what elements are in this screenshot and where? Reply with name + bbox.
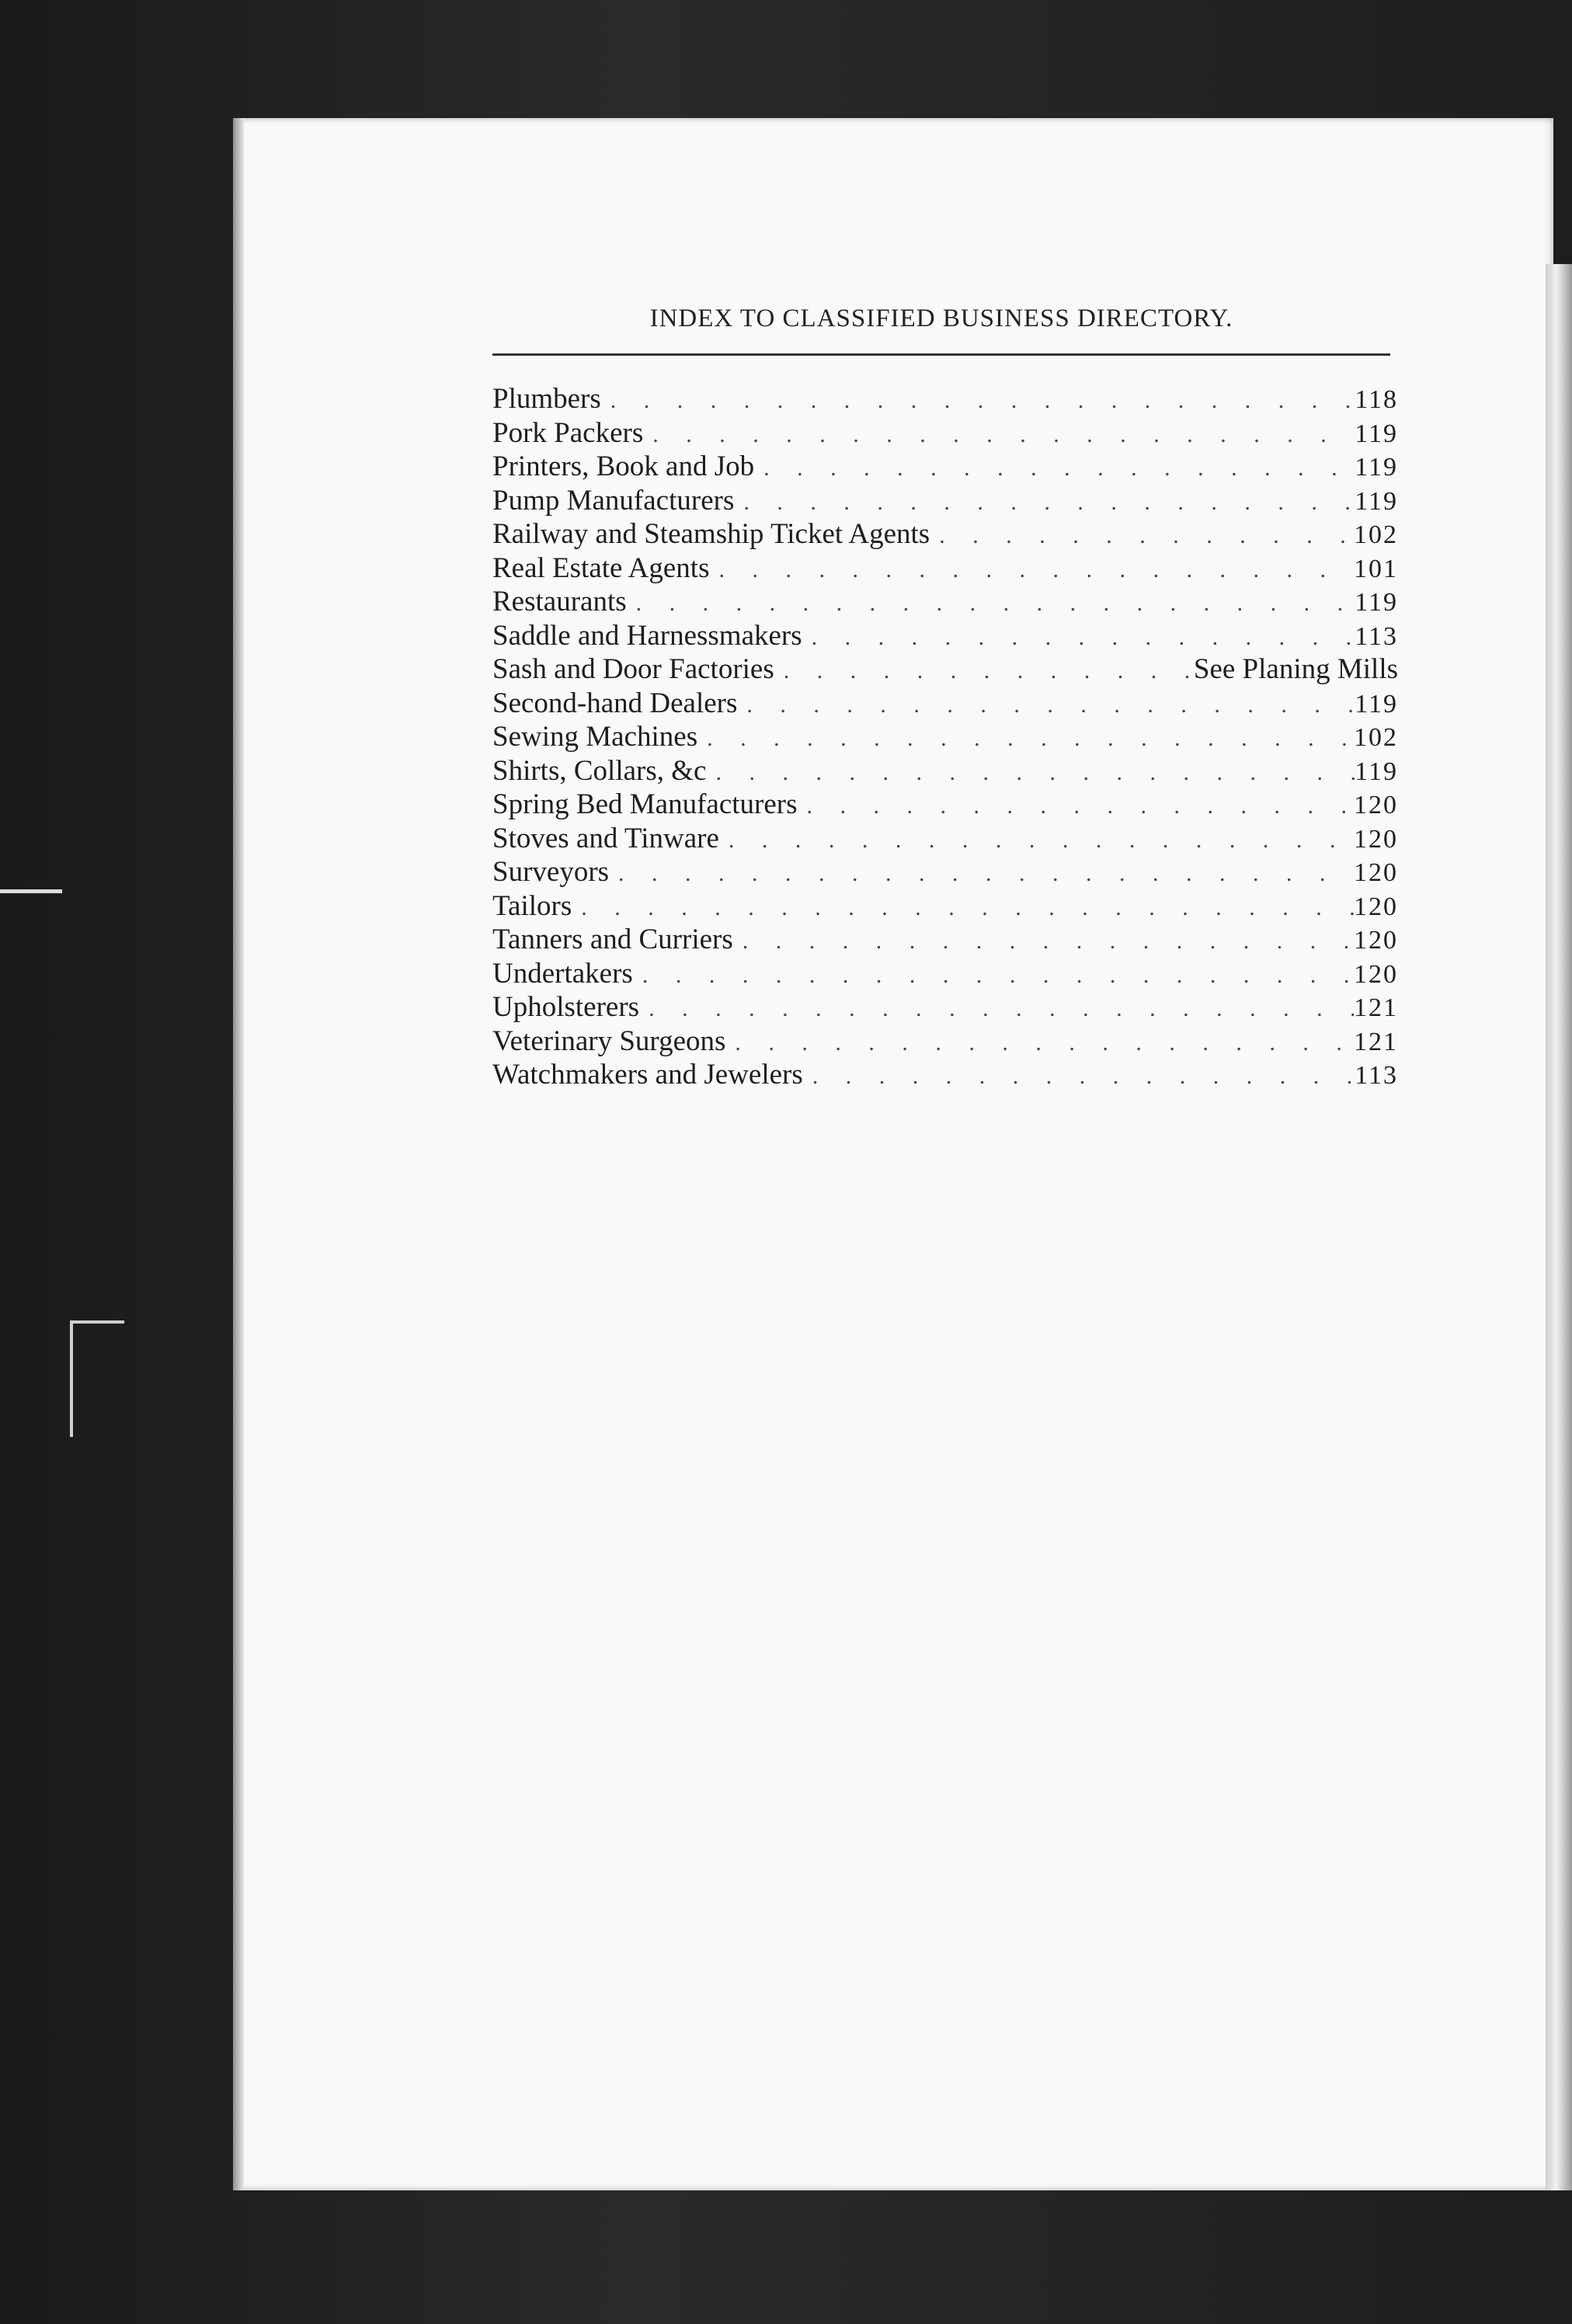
scan-mark bbox=[0, 889, 62, 893]
index-entry bbox=[492, 585, 1398, 619]
index-entry bbox=[492, 720, 1398, 754]
scan-mark bbox=[70, 1320, 124, 1324]
dot-leader bbox=[710, 553, 1355, 587]
index-entry bbox=[492, 382, 1398, 416]
entry-page: 121 bbox=[1354, 993, 1398, 1022]
entry-name: Upholsterers bbox=[492, 991, 640, 1023]
index-entry bbox=[492, 484, 1398, 518]
dot-leader bbox=[572, 891, 1354, 925]
index-entry bbox=[492, 517, 1398, 551]
entry-name: Surveyors bbox=[492, 856, 610, 888]
entry-name: Tailors bbox=[492, 889, 572, 922]
entry-page: See Planing Mills bbox=[1193, 653, 1398, 685]
dot-leader bbox=[633, 958, 1354, 993]
index-entry bbox=[492, 923, 1398, 957]
scan-mark bbox=[70, 1320, 73, 1437]
entry-page: 120 bbox=[1354, 824, 1398, 854]
entry-page: 119 bbox=[1355, 419, 1398, 448]
adjacent-page-edge bbox=[1546, 264, 1572, 2190]
entry-page: 119 bbox=[1355, 453, 1398, 482]
index-entry bbox=[492, 754, 1398, 788]
dot-leader bbox=[697, 722, 1354, 756]
page-header: INDEX TO CLASSIFIED BUSINESS DIRECTORY. bbox=[649, 304, 1233, 332]
entry-name: Pump Manufacturers bbox=[492, 484, 735, 517]
index-entry bbox=[492, 416, 1398, 451]
entry-page: 118 bbox=[1355, 385, 1398, 414]
index-entry bbox=[492, 687, 1398, 721]
entry-name: Watchmakers and Jewelers bbox=[492, 1059, 803, 1091]
dot-leader bbox=[774, 654, 1194, 688]
index-list bbox=[492, 382, 1398, 1092]
entry-name: Restaurants bbox=[492, 586, 627, 618]
entry-name: Plumbers bbox=[492, 383, 601, 415]
entry-page: 119 bbox=[1355, 486, 1398, 516]
dot-leader bbox=[734, 485, 1355, 520]
dot-leader bbox=[802, 621, 1355, 655]
entry-page: 120 bbox=[1354, 959, 1398, 989]
index-entry bbox=[492, 619, 1398, 653]
dot-leader bbox=[601, 384, 1355, 418]
dot-leader bbox=[639, 992, 1354, 1026]
dot-leader bbox=[719, 823, 1354, 858]
entry-name: Veterinary Surgeons bbox=[492, 1025, 726, 1057]
entry-name: Pork Packers bbox=[492, 416, 644, 449]
dot-leader bbox=[930, 519, 1354, 553]
index-entry bbox=[492, 652, 1398, 687]
dot-leader bbox=[803, 1059, 1355, 1094]
dot-leader bbox=[643, 418, 1355, 452]
index-entry bbox=[492, 788, 1398, 822]
dot-leader bbox=[627, 586, 1355, 621]
index-entry bbox=[492, 889, 1398, 924]
page-edge bbox=[233, 118, 244, 2190]
dot-leader bbox=[737, 688, 1355, 722]
entry-page: 102 bbox=[1354, 723, 1398, 752]
entry-page: 120 bbox=[1354, 892, 1398, 921]
index-entry bbox=[492, 1025, 1398, 1059]
entry-name: Saddle and Harnessmakers bbox=[492, 619, 802, 652]
entry-page: 113 bbox=[1355, 1061, 1398, 1090]
entry-page: 120 bbox=[1354, 791, 1398, 819]
index-entry bbox=[492, 990, 1398, 1025]
entry-name: Spring Bed Manufacturers bbox=[492, 788, 798, 820]
entry-name: Railway and Steamship Ticket Agents bbox=[492, 518, 930, 550]
dot-leader bbox=[609, 857, 1354, 891]
dot-leader bbox=[733, 924, 1354, 958]
entry-page: 113 bbox=[1355, 621, 1398, 651]
entry-page: 120 bbox=[1354, 926, 1398, 955]
index-entry bbox=[492, 1058, 1398, 1092]
dot-leader bbox=[798, 789, 1354, 823]
entry-name: Real Estate Agents bbox=[492, 551, 710, 584]
index-entry bbox=[492, 855, 1398, 889]
entry-name: Sewing Machines bbox=[492, 721, 698, 753]
index-entry bbox=[492, 551, 1398, 586]
entry-page: 121 bbox=[1354, 1027, 1398, 1056]
entry-page: 102 bbox=[1354, 520, 1398, 549]
entry-name: Stoves and Tinware bbox=[492, 822, 719, 854]
entry-name: Sash and Door Factories bbox=[492, 653, 774, 685]
header-rule bbox=[492, 353, 1390, 356]
index-entry bbox=[492, 957, 1398, 991]
index-entry bbox=[492, 450, 1398, 484]
entry-name: Undertakers bbox=[492, 957, 633, 990]
entry-page: 120 bbox=[1354, 858, 1398, 887]
entry-name: Printers, Book and Job bbox=[492, 451, 755, 482]
entry-page: 119 bbox=[1355, 588, 1398, 617]
entry-name: Shirts, Collars, &c bbox=[492, 754, 707, 787]
entry-page: 119 bbox=[1355, 689, 1398, 718]
entry-page: 101 bbox=[1354, 554, 1398, 583]
index-entry bbox=[492, 822, 1398, 856]
dot-leader bbox=[706, 756, 1355, 790]
entry-page: 119 bbox=[1355, 757, 1398, 786]
dot-leader bbox=[725, 1026, 1354, 1060]
entry-name: Tanners and Curriers bbox=[492, 924, 733, 955]
entry-name: Second-hand Dealers bbox=[492, 687, 738, 719]
dot-leader bbox=[754, 451, 1355, 485]
